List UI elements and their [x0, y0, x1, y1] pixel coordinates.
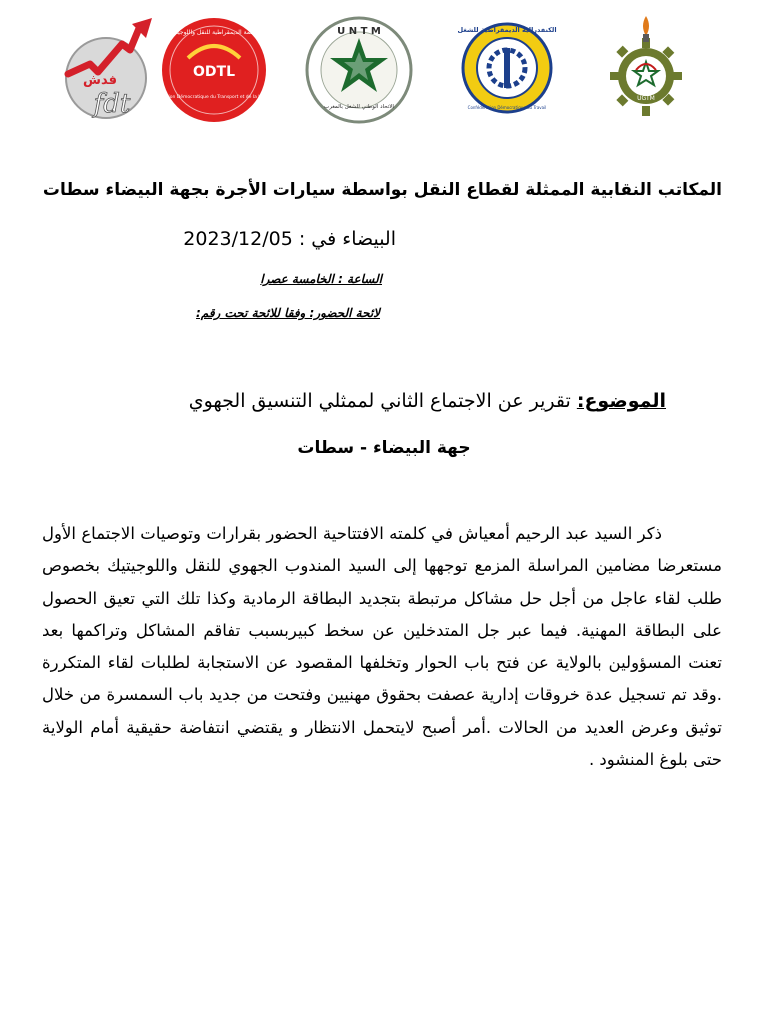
cdt-arabic-text: الكنفدرالية الديمقراطية للشغل — [457, 26, 557, 34]
fdt-arabic-text: فدش — [83, 73, 117, 88]
date-line — [183, 228, 396, 250]
date-value: 2023/12/05 — [183, 228, 293, 250]
report-body — [42, 518, 722, 776]
document-header: المكاتب النقابية الممثلة لقطاع النقل بواسطة سيارات الأجرة بجهة البيضاء سطات — [42, 180, 722, 200]
fdt-logo — [60, 14, 156, 122]
date-label: البيضاء في : — [298, 228, 396, 250]
odtl-logo — [146, 14, 282, 122]
ugtm-logo — [606, 14, 686, 122]
report-paragraph: ذكر السيد عبد الرحيم أمعياش في كلمته الافتتاحية الحضور بقرارات وتوصيات الاجتماع الأول مستعرضا مضامين المراسلة المزمع توجهها إلى السيد المندوب الجهوي للنقل واللوجيتيك بخصوص طلب لقاء عاجل من أجل حل مشاكل مرتبطة بتجديد البطاقة الرمادية وكذا تلك التي تعيق الحصول على البطاقة المهنية. فيما عبر جل المتدخلين عن سخط كبيربسبب تفاقم المشاكل وتراكمها بعد تعنت المسؤولين بالولاية عن فتح باب الحوار وتخلفها المقصود عن الاستجابة لطلبات لقاء المتكررة .وقد تم تسجيل عدة خروقات إدارية عصفت بحقوق مهنيين وفتحت من جديد باب السمسرة من خلال توثيق وعرض العديد من الحالات .أمر أصبح لايتحمل الانتظار و يقتضي انتفاضة حقيقية أمام الولاية حتى بلوغ المنشود . — [42, 524, 722, 770]
odtl-acronym: ODTL — [193, 64, 235, 80]
time-line: الساعة : الخامسة عصرا — [260, 272, 382, 286]
region-title: جهة البيضاء - سطات — [297, 438, 471, 458]
attendance-line: لائحة الحضور: وفقا للائحة تحت رقم: — [196, 306, 380, 320]
logos-row — [60, 14, 700, 124]
ugtm-acronym: UGTM — [637, 95, 655, 102]
odtl-arabic-text: المنظمة الديمقراطية للنقل واللوجيستيك — [164, 29, 264, 36]
untm-acronym: U N T M — [337, 26, 381, 37]
untm-arabic-text: الاتحاد الوطني للشغل بالمغرب — [324, 104, 394, 110]
cdt-french-text: Confédération Démocratique du Travail — [467, 105, 547, 110]
fdt-latin-text: fdt — [93, 89, 131, 119]
cdt-logo — [457, 14, 557, 122]
odtl-french-text: Organisation Démocratique du Transport et de la Logistique — [146, 95, 282, 100]
subject-text: تقرير عن الاجتماع الثاني لممثلي التنسيق الجهوي — [188, 390, 571, 412]
subject-line — [189, 390, 666, 412]
subject-label: الموضوع: — [576, 390, 666, 412]
untm-logo — [302, 14, 416, 122]
